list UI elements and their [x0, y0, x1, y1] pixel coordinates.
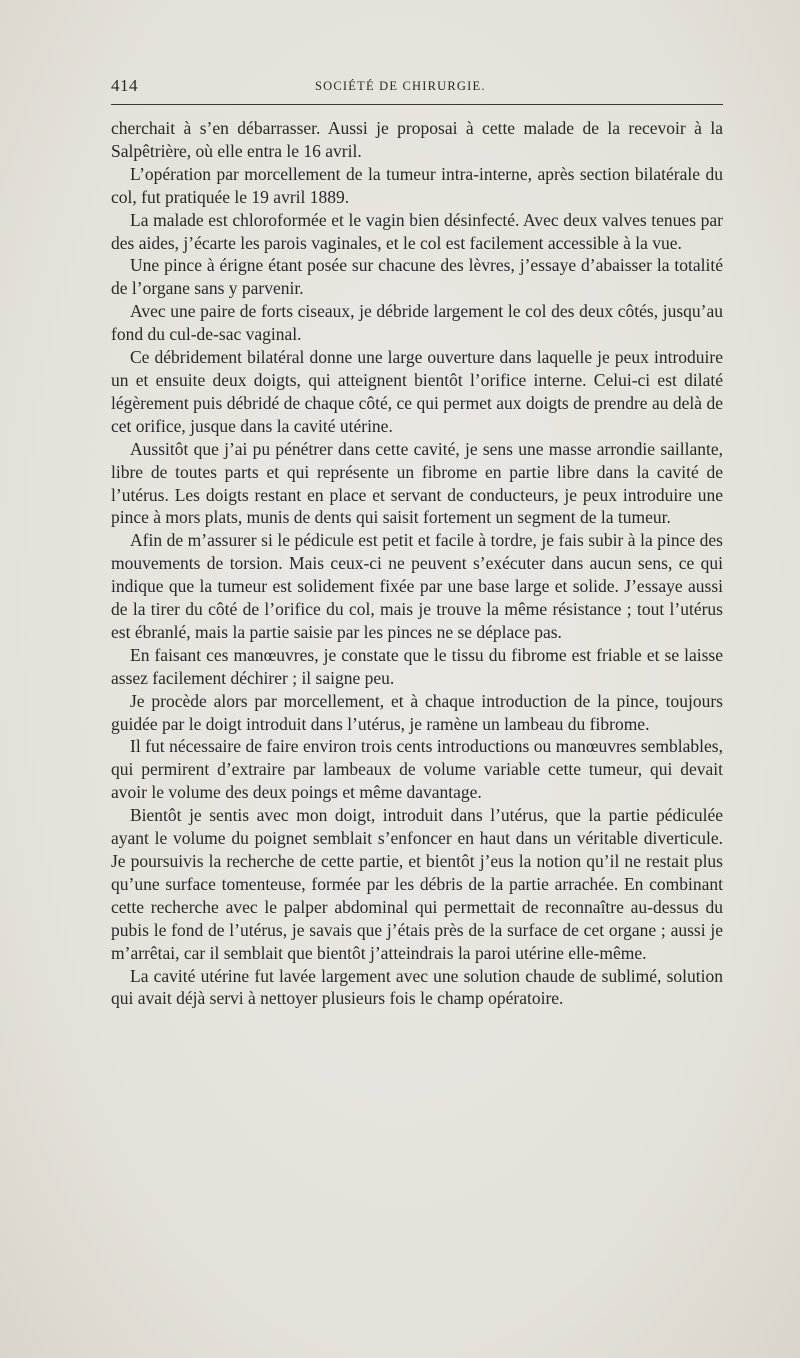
paragraph-continued: cherchait à s’en débarrasser. Aussi je proposai à cette malade de la recevoir à la Salpêtrière, où elle entra le 16 avril. — [111, 118, 723, 161]
running-head: SOCIÉTÉ DE CHIRURGIE. — [315, 79, 486, 93]
paragraph: La malade est chloroformée et le vagin bien désinfecté. Avec deux valves tenues par des aides, j’écarte les parois vaginales, et le col est facilement accessible à la vue. — [111, 209, 723, 253]
paragraph: Afin de m’assurer si le pédicule est petit et facile à tordre, je fais subir à la pince des mouvements de torsion. Mais ceux-ci ne peuvent s’exécuter dans aucun sens, ce qui indique que la tumeur est solidement fixée par une base large et solide. J’essaye aussi de la tirer du côté de l’orifice du col, mais je trouve la même résistance ; tout l’utérus est ébranlé, mais la partie saisie par les pinces ne se déplace pas. — [111, 530, 723, 642]
paragraph: L’opération par morcellement de la tumeur intra-interne, après section bilatérale du col, fut pratiquée le 19 avril 1889. — [111, 163, 723, 207]
paragraph: En faisant ces manœuvres, je constate que le tissu du fibrome est friable et se laisse assez facilement déchirer ; il saigne peu. — [111, 644, 723, 688]
paragraph: Ce débridement bilatéral donne une large ouverture dans laquelle je peux introduire un et ensuite deux doigts, qui atteignent bientôt l’orifice interne. Celui-ci est dilaté légèrement puis débridé de chaque côté, ce qui permet aux doigts de prendre au delà de cet orifice, jusque dans la cavité utérine. — [111, 347, 723, 436]
paragraph: Je procède alors par morcellement, et à chaque introduction de la pince, toujours guidée par le doigt introduit dans l’utérus, je ramène un lambeau du fibrome. — [111, 690, 723, 734]
paragraph: Une pince à érigne étant posée sur chacune des lèvres, j’essaye d’abaisser la totalité de l’organe sans y parvenir. — [111, 255, 723, 299]
paragraph: Bientôt je sentis avec mon doigt, introduit dans l’utérus, que la partie pédiculée ayant le volume du poignet semblait s’enfoncer en haut dans un véritable diverticule. Je poursuivis la recherche de cette partie, et bientôt j’eus la notion qu’il ne restait plus qu’une surface tomenteuse, formée par les débris de la partie arrachée. En combinant cette recherche avec le palper abdominal qui permettait de reconnaître au-dessus du pubis le fond de l’utérus, je savais que j’étais près de la surface de cet organe ; aussi je m’arrêtai, car il semblait que bientôt j’atteindrais la paroi utérine elle-même. — [111, 805, 723, 963]
paragraph: Avec une paire de forts ciseaux, je débride largement le col des deux côtés, jusqu’au fond du cul-de-sac vaginal. — [111, 301, 723, 345]
paragraph: La cavité utérine fut lavée largement avec une solution chaude de sublimé, solution qui avait déjà servi à nettoyer plusieurs fois le champ opératoire. — [111, 965, 723, 1009]
page-number: 414 — [111, 76, 138, 95]
header-rule — [111, 104, 723, 105]
body-text — [111, 117, 723, 1010]
paragraph: Aussitôt que j’ai pu pénétrer dans cette cavité, je sens une masse arrondie saillante, libre de toutes parts et qui représente un fibrome en partie libre dans la cavité de l’utérus. Les doigts restant en place et servant de conducteurs, je peux introduire une pince à mors plats, munis de dents qui saisit fortement un segment de la tumeur. — [111, 438, 723, 528]
paragraph: Il fut nécessaire de faire environ trois cents introductions ou manœuvres semblables, qui permirent d’extraire par lambeaux de volume variable cette tumeur, qui devait avoir le volume des deux poings et même davantage. — [111, 736, 723, 803]
page-header — [111, 76, 723, 98]
